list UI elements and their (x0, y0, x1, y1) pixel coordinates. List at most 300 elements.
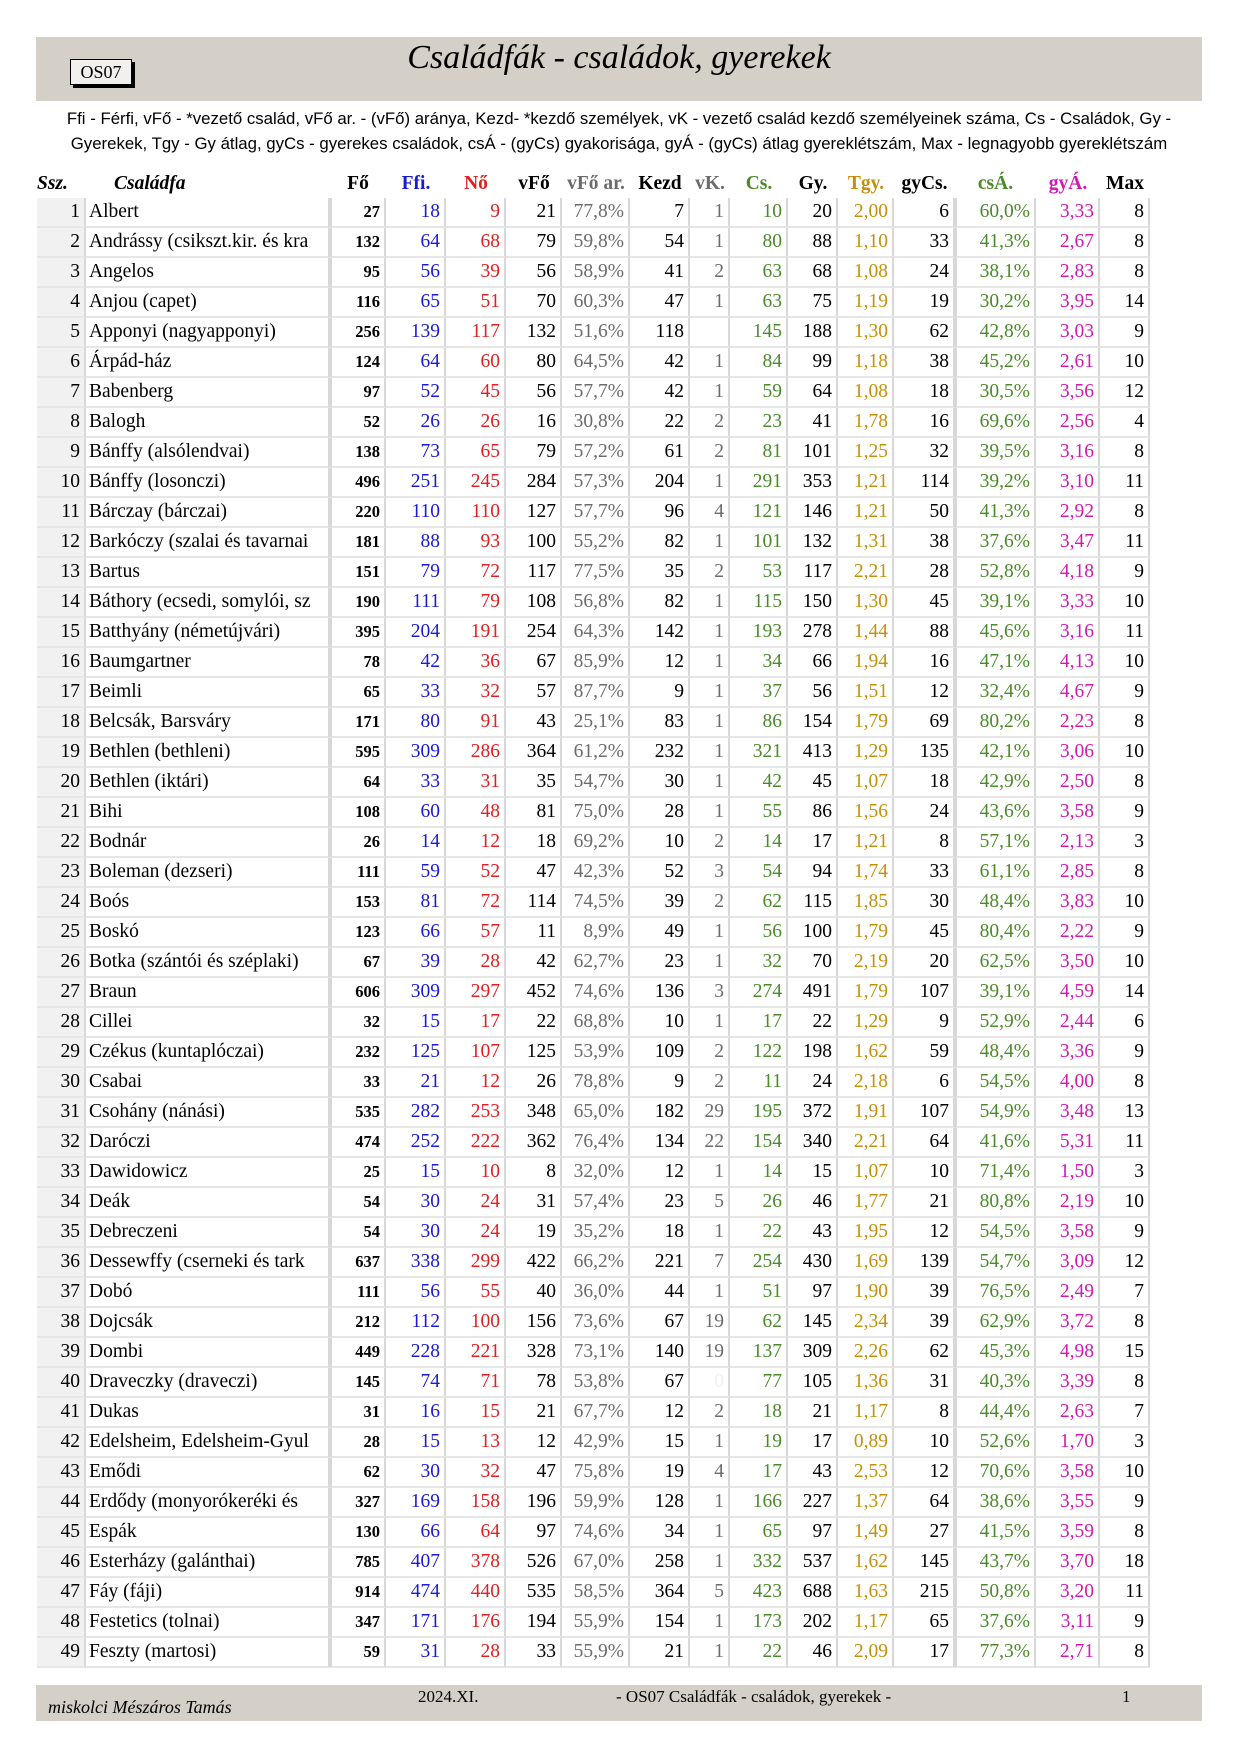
cell-vk: 2 (690, 1068, 730, 1098)
cell-gycs: 62 (894, 1338, 955, 1368)
cell-gy: 45 (788, 768, 838, 798)
cell-fo: 637 (330, 1248, 386, 1278)
cell-vfo-ar: 53,9% (562, 1038, 630, 1068)
cell-tgy: 1,44 (838, 618, 894, 648)
cell-csa: 44,4% (955, 1398, 1036, 1428)
table-row (37, 888, 1150, 918)
cell-no: 60 (446, 348, 506, 378)
cell-tgy: 1,79 (838, 918, 894, 948)
cell-csa: 52,6% (955, 1428, 1036, 1458)
cell-vfo: 452 (506, 978, 562, 1008)
cell-vfo: 18 (506, 828, 562, 858)
cell-vk: 2 (690, 828, 730, 858)
cell-csa: 50,8% (955, 1578, 1036, 1608)
cell-fo: 124 (330, 348, 386, 378)
cell-csa: 54,5% (955, 1218, 1036, 1248)
cell-max: 8 (1100, 198, 1150, 228)
cell-max: 6 (1100, 1008, 1150, 1038)
cell-vfo: 132 (506, 318, 562, 348)
table-row (37, 1548, 1150, 1578)
cell-tgy: 1,95 (838, 1218, 894, 1248)
cell-kezd: 9 (630, 678, 690, 708)
cell-vfo-ar: 59,9% (562, 1488, 630, 1518)
cell-cs: 195 (730, 1098, 788, 1128)
cell-gycs: 33 (894, 858, 955, 888)
cell-kezd: 47 (630, 288, 690, 318)
cell-fo: 474 (330, 1128, 386, 1158)
cell-cs: 22 (730, 1218, 788, 1248)
cell-gy: 46 (788, 1638, 838, 1668)
cell-gy: 115 (788, 888, 838, 918)
cell-max: 8 (1100, 1068, 1150, 1098)
cell-kezd: 109 (630, 1038, 690, 1068)
cell-ffi: 112 (386, 1308, 446, 1338)
cell-ffi: 16 (386, 1398, 446, 1428)
cell-csaladfa: Csabai (86, 1068, 330, 1098)
cell-tgy: 2,18 (838, 1068, 894, 1098)
cell-gya: 3,58 (1036, 798, 1100, 828)
cell-vfo-ar: 65,0% (562, 1098, 630, 1128)
cell-csa: 52,9% (955, 1008, 1036, 1038)
page-header (36, 37, 1202, 101)
cell-ffi: 56 (386, 1278, 446, 1308)
cell-max: 14 (1100, 978, 1150, 1008)
cell-vfo-ar: 73,6% (562, 1308, 630, 1338)
cell-ffi: 169 (386, 1488, 446, 1518)
cell-vk: 1 (690, 1488, 730, 1518)
table-header-row (37, 170, 1150, 198)
cell-cs: 81 (730, 438, 788, 468)
table-row (37, 1068, 1150, 1098)
cell-gya: 3,56 (1036, 378, 1100, 408)
cell-no: 12 (446, 828, 506, 858)
cell-tgy: 1,62 (838, 1038, 894, 1068)
table-row (37, 498, 1150, 528)
cell-fo: 54 (330, 1218, 386, 1248)
cell-ffi: 80 (386, 708, 446, 738)
cell-kezd: 154 (630, 1608, 690, 1638)
cell-csaladfa: Braun (86, 978, 330, 1008)
cell-tgy: 2,34 (838, 1308, 894, 1338)
cell-gya: 2,19 (1036, 1188, 1100, 1218)
table-row (37, 318, 1150, 348)
table-row (37, 1398, 1150, 1428)
cell-gya: 2,63 (1036, 1398, 1100, 1428)
cell-no: 13 (446, 1428, 506, 1458)
cell-vfo-ar: 35,2% (562, 1218, 630, 1248)
cell-ffi: 139 (386, 318, 446, 348)
cell-ssz: 40 (37, 1368, 86, 1398)
cell-gycs: 9 (894, 1008, 955, 1038)
cell-ssz: 22 (37, 828, 86, 858)
cell-vfo: 254 (506, 618, 562, 648)
cell-kezd: 35 (630, 558, 690, 588)
cell-no: 222 (446, 1128, 506, 1158)
cell-gya: 3,58 (1036, 1458, 1100, 1488)
cell-gy: 70 (788, 948, 838, 978)
cell-no: 68 (446, 228, 506, 258)
cell-gycs: 215 (894, 1578, 955, 1608)
cell-cs: 26 (730, 1188, 788, 1218)
cell-csa: 32,4% (955, 678, 1036, 708)
cell-csaladfa: Bethlen (iktári) (86, 768, 330, 798)
cell-vfo: 78 (506, 1368, 562, 1398)
cell-no: 100 (446, 1308, 506, 1338)
col-header-csa: csÁ. (977, 173, 1014, 194)
cell-vfo: 127 (506, 498, 562, 528)
cell-csa: 42,8% (955, 318, 1036, 348)
cell-ffi: 65 (386, 288, 446, 318)
cell-vfo: 8 (506, 1158, 562, 1188)
cell-no: 221 (446, 1338, 506, 1368)
cell-ffi: 60 (386, 798, 446, 828)
cell-gy: 413 (788, 738, 838, 768)
cell-gya: 3,36 (1036, 1038, 1100, 1068)
cell-vfo-ar: 74,6% (562, 1518, 630, 1548)
cell-ssz: 24 (37, 888, 86, 918)
cell-kezd: 118 (630, 318, 690, 348)
cell-no: 39 (446, 258, 506, 288)
cell-vk: 2 (690, 888, 730, 918)
cell-cs: 17 (730, 1008, 788, 1038)
cell-ffi: 64 (386, 228, 446, 258)
table-row (37, 588, 1150, 618)
cell-vk: 2 (690, 258, 730, 288)
cell-ffi: 282 (386, 1098, 446, 1128)
cell-gy: 46 (788, 1188, 838, 1218)
cell-gya: 3,72 (1036, 1308, 1100, 1338)
cell-cs: 63 (730, 258, 788, 288)
cell-ffi: 74 (386, 1368, 446, 1398)
cell-vk: 1 (690, 1548, 730, 1578)
cell-gycs: 24 (894, 798, 955, 828)
family-table (37, 170, 1150, 1668)
table-row (37, 918, 1150, 948)
cell-fo: 395 (330, 618, 386, 648)
cell-fo: 914 (330, 1578, 386, 1608)
cell-cs: 56 (730, 918, 788, 948)
cell-vfo-ar: 74,5% (562, 888, 630, 918)
cell-ffi: 204 (386, 618, 446, 648)
cell-csaladfa: Bodnár (86, 828, 330, 858)
cell-tgy: 1,36 (838, 1368, 894, 1398)
cell-gycs: 114 (894, 468, 955, 498)
col-header-kezd: Kezd (638, 173, 682, 194)
cell-vk: 19 (690, 1308, 730, 1338)
cell-gycs: 6 (894, 198, 955, 228)
cell-cs: 154 (730, 1128, 788, 1158)
cell-no: 245 (446, 468, 506, 498)
cell-gycs: 64 (894, 1488, 955, 1518)
cell-gy: 15 (788, 1158, 838, 1188)
table-row (37, 258, 1150, 288)
cell-fo: 171 (330, 708, 386, 738)
cell-no: 10 (446, 1158, 506, 1188)
cell-ssz: 2 (37, 228, 86, 258)
cell-gy: 101 (788, 438, 838, 468)
cell-kezd: 7 (630, 198, 690, 228)
cell-vfo: 67 (506, 648, 562, 678)
cell-ssz: 30 (37, 1068, 86, 1098)
cell-fo: 78 (330, 648, 386, 678)
table-row (37, 1518, 1150, 1548)
cell-ssz: 6 (37, 348, 86, 378)
cell-gy: 188 (788, 318, 838, 348)
cell-max: 3 (1100, 1428, 1150, 1458)
cell-csa: 42,1% (955, 738, 1036, 768)
cell-csa: 30,2% (955, 288, 1036, 318)
cell-ffi: 171 (386, 1608, 446, 1638)
cell-csaladfa: Daróczi (86, 1128, 330, 1158)
cell-kezd: 142 (630, 618, 690, 648)
cell-max: 7 (1100, 1278, 1150, 1308)
cell-ssz: 23 (37, 858, 86, 888)
cell-ffi: 66 (386, 918, 446, 948)
cell-csaladfa: Boskó (86, 918, 330, 948)
cell-ffi: 407 (386, 1548, 446, 1578)
cell-ssz: 9 (37, 438, 86, 468)
cell-max: 9 (1100, 1488, 1150, 1518)
cell-vk: 1 (690, 1158, 730, 1188)
cell-csa: 43,7% (955, 1548, 1036, 1578)
cell-csaladfa: Deák (86, 1188, 330, 1218)
cell-no: 72 (446, 888, 506, 918)
cell-csaladfa: Anjou (capet) (86, 288, 330, 318)
cell-csaladfa: Bihi (86, 798, 330, 828)
cell-tgy: 2,00 (838, 198, 894, 228)
cell-gya: 3,33 (1036, 588, 1100, 618)
cell-gy: 100 (788, 918, 838, 948)
cell-ffi: 42 (386, 648, 446, 678)
cell-kezd: 96 (630, 498, 690, 528)
cell-tgy: 1,25 (838, 438, 894, 468)
cell-csaladfa: Bánffy (losonczi) (86, 468, 330, 498)
cell-cs: 80 (730, 228, 788, 258)
cell-vk: 1 (690, 1218, 730, 1248)
cell-tgy: 1,10 (838, 228, 894, 258)
cell-gy: 17 (788, 1428, 838, 1458)
cell-csa: 71,4% (955, 1158, 1036, 1188)
cell-csaladfa: Fáy (fáji) (86, 1578, 330, 1608)
cell-ssz: 28 (37, 1008, 86, 1038)
cell-ssz: 5 (37, 318, 86, 348)
cell-csaladfa: Albert (86, 198, 330, 228)
cell-tgy: 1,90 (838, 1278, 894, 1308)
cell-kezd: 39 (630, 888, 690, 918)
cell-gy: 64 (788, 378, 838, 408)
cell-fo: 145 (330, 1368, 386, 1398)
table-row (37, 738, 1150, 768)
cell-no: 286 (446, 738, 506, 768)
cell-csaladfa: Dawidowicz (86, 1158, 330, 1188)
cell-csa: 41,6% (955, 1128, 1036, 1158)
table-row (37, 378, 1150, 408)
cell-cs: 173 (730, 1608, 788, 1638)
cell-ffi: 110 (386, 498, 446, 528)
cell-csaladfa: Feszty (martosi) (86, 1638, 330, 1668)
cell-gya: 4,18 (1036, 558, 1100, 588)
cell-no: 378 (446, 1548, 506, 1578)
cell-kezd: 12 (630, 648, 690, 678)
cell-gycs: 10 (894, 1158, 955, 1188)
cell-max: 11 (1100, 618, 1150, 648)
cell-ssz: 34 (37, 1188, 86, 1218)
cell-no: 36 (446, 648, 506, 678)
table-row (37, 768, 1150, 798)
cell-no: 26 (446, 408, 506, 438)
cell-fo: 108 (330, 798, 386, 828)
cell-no: 9 (446, 198, 506, 228)
cell-ssz: 3 (37, 258, 86, 288)
cell-max: 10 (1100, 588, 1150, 618)
cell-cs: 145 (730, 318, 788, 348)
table-row (37, 1608, 1150, 1638)
cell-tgy: 1,79 (838, 978, 894, 1008)
cell-fo: 62 (330, 1458, 386, 1488)
cell-max: 13 (1100, 1098, 1150, 1128)
table-row (37, 1188, 1150, 1218)
cell-ssz: 27 (37, 978, 86, 1008)
cell-gya: 3,47 (1036, 528, 1100, 558)
cell-cs: 51 (730, 1278, 788, 1308)
cell-tgy: 2,09 (838, 1638, 894, 1668)
cell-gycs: 107 (894, 978, 955, 1008)
cell-vfo: 81 (506, 798, 562, 828)
cell-gycs: 45 (894, 588, 955, 618)
cell-gycs: 64 (894, 1128, 955, 1158)
cell-gycs: 18 (894, 378, 955, 408)
cell-tgy: 2,53 (838, 1458, 894, 1488)
cell-gy: 353 (788, 468, 838, 498)
table-row (37, 708, 1150, 738)
cell-ssz: 39 (37, 1338, 86, 1368)
cell-ffi: 81 (386, 888, 446, 918)
cell-max: 10 (1100, 1458, 1150, 1488)
cell-gya: 3,33 (1036, 198, 1100, 228)
cell-gycs: 38 (894, 348, 955, 378)
cell-ffi: 15 (386, 1428, 446, 1458)
cell-tgy: 1,63 (838, 1578, 894, 1608)
cell-fo: 97 (330, 378, 386, 408)
cell-gya: 3,03 (1036, 318, 1100, 348)
table-row (37, 1278, 1150, 1308)
cell-vfo-ar: 59,8% (562, 228, 630, 258)
cell-gya: 3,09 (1036, 1248, 1100, 1278)
cell-ssz: 8 (37, 408, 86, 438)
cell-csa: 41,3% (955, 498, 1036, 528)
page-title: Családfák - családok, gyerekek (407, 39, 831, 76)
cell-gycs: 38 (894, 528, 955, 558)
cell-ssz: 41 (37, 1398, 86, 1428)
cell-fo: 449 (330, 1338, 386, 1368)
cell-kezd: 42 (630, 348, 690, 378)
cell-cs: 23 (730, 408, 788, 438)
cell-vfo: 12 (506, 1428, 562, 1458)
cell-gycs: 62 (894, 318, 955, 348)
cell-cs: 42 (730, 768, 788, 798)
cell-ssz: 45 (37, 1518, 86, 1548)
cell-fo: 111 (330, 1278, 386, 1308)
cell-vfo-ar: 57,7% (562, 498, 630, 528)
table-row (37, 408, 1150, 438)
cell-gya: 2,23 (1036, 708, 1100, 738)
cell-max: 11 (1100, 528, 1150, 558)
cell-max: 10 (1100, 738, 1150, 768)
cell-gycs: 145 (894, 1548, 955, 1578)
cell-vfo-ar: 66,2% (562, 1248, 630, 1278)
cell-csaladfa: Emődi (86, 1458, 330, 1488)
cell-csa: 41,3% (955, 228, 1036, 258)
cell-ssz: 19 (37, 738, 86, 768)
cell-cs: 65 (730, 1518, 788, 1548)
cell-vk: 2 (690, 408, 730, 438)
cell-fo: 153 (330, 888, 386, 918)
cell-vfo-ar: 8,9% (562, 918, 630, 948)
cell-vfo: 33 (506, 1638, 562, 1668)
cell-fo: 95 (330, 258, 386, 288)
cell-cs: 274 (730, 978, 788, 1008)
cell-fo: 123 (330, 918, 386, 948)
cell-cs: 121 (730, 498, 788, 528)
cell-csaladfa: Babenberg (86, 378, 330, 408)
cell-csa: 40,3% (955, 1368, 1036, 1398)
footer-date: 2024.XI. (418, 1687, 479, 1706)
cell-gy: 491 (788, 978, 838, 1008)
table-row (37, 648, 1150, 678)
cell-csa: 30,5% (955, 378, 1036, 408)
cell-no: 32 (446, 678, 506, 708)
cell-tgy: 1,19 (838, 288, 894, 318)
cell-gy: 86 (788, 798, 838, 828)
cell-ssz: 21 (37, 798, 86, 828)
cell-vfo: 108 (506, 588, 562, 618)
cell-vk: 2 (690, 438, 730, 468)
cell-vfo-ar: 36,0% (562, 1278, 630, 1308)
cell-ffi: 39 (386, 948, 446, 978)
cell-fo: 785 (330, 1548, 386, 1578)
cell-tgy: 1,62 (838, 1548, 894, 1578)
cell-no: 79 (446, 588, 506, 618)
cell-vfo-ar: 67,7% (562, 1398, 630, 1428)
cell-ssz: 14 (37, 588, 86, 618)
col-header-max: Max (1106, 173, 1144, 194)
cell-ssz: 42 (37, 1428, 86, 1458)
cell-csa: 62,9% (955, 1308, 1036, 1338)
cell-vfo: 40 (506, 1278, 562, 1308)
table-row (37, 228, 1150, 258)
cell-gya: 4,59 (1036, 978, 1100, 1008)
cell-no: 253 (446, 1098, 506, 1128)
cell-vfo-ar: 77,5% (562, 558, 630, 588)
cell-csaladfa: Dobó (86, 1278, 330, 1308)
cell-fo: 496 (330, 468, 386, 498)
cell-gycs: 8 (894, 828, 955, 858)
cell-vk: 1 (690, 618, 730, 648)
cell-vk: 1 (690, 468, 730, 498)
cell-no: 31 (446, 768, 506, 798)
cell-csa: 45,2% (955, 348, 1036, 378)
cell-kezd: 232 (630, 738, 690, 768)
col-header-gy: Gy. (798, 173, 828, 194)
cell-gycs: 33 (894, 228, 955, 258)
cell-vfo: 100 (506, 528, 562, 558)
cell-vk: 2 (690, 1398, 730, 1428)
cell-csaladfa: Andrássy (csikszt.kir. és kra (86, 228, 330, 258)
cell-csaladfa: Espák (86, 1518, 330, 1548)
cell-ssz: 38 (37, 1308, 86, 1338)
table-row (37, 858, 1150, 888)
cell-csa: 54,5% (955, 1068, 1036, 1098)
